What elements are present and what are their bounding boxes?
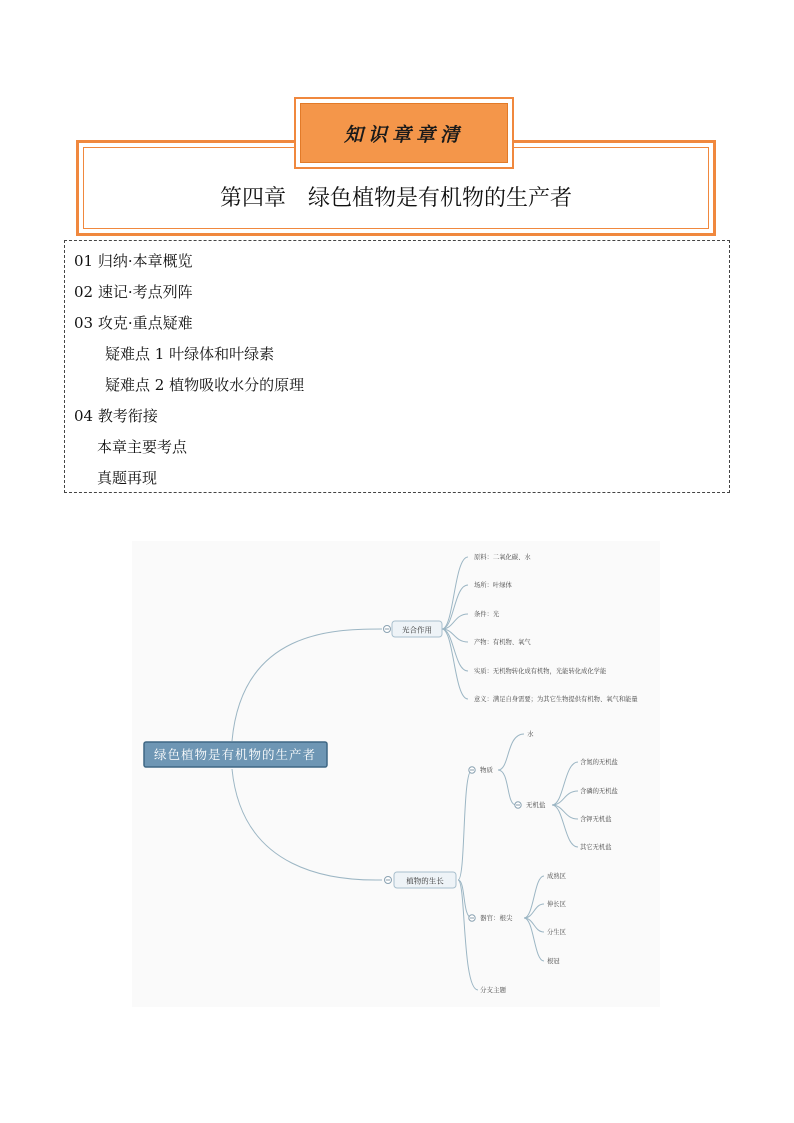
- leaf-node[interactable]: 产物：有机物、氧气: [474, 639, 531, 646]
- branch-label: 光合作用: [402, 625, 432, 635]
- toc-item[interactable]: 01 归纳·本章概览: [74, 252, 193, 270]
- mind-map-branch-photosynthesis[interactable]: [392, 621, 442, 637]
- mind-map-canvas: [132, 541, 660, 1007]
- node-branch-topic[interactable]: 分支主题: [480, 986, 506, 994]
- connector: [442, 629, 468, 671]
- connector: [458, 770, 472, 880]
- branch-label: 植物的生长: [406, 876, 444, 886]
- connector: [442, 557, 468, 629]
- leaf-node[interactable]: 含钾无机盐: [580, 816, 612, 823]
- connector: [498, 734, 524, 770]
- section-banner-fill: [300, 103, 508, 163]
- connector: [232, 769, 382, 880]
- connector: [458, 880, 478, 990]
- connector: [442, 629, 468, 699]
- leaf-node[interactable]: 伸长区: [547, 901, 566, 908]
- connector: [552, 805, 578, 847]
- chapter-title: 第四章 绿色植物是有机物的生产者: [219, 186, 572, 211]
- collapse-toggle[interactable]: [385, 877, 392, 884]
- mind-map-branch-plant-growth[interactable]: [394, 872, 456, 888]
- toc-item[interactable]: 02 速记·考点列阵: [74, 283, 193, 301]
- leaf-node[interactable]: 含磷的无机盐: [580, 788, 618, 795]
- leaf-node[interactable]: 成熟区: [547, 873, 566, 880]
- table-of-contents: [64, 240, 730, 493]
- collapse-toggle[interactable]: [469, 915, 475, 921]
- root-node-label: 绿色植物是有机物的生产者: [153, 747, 317, 762]
- leaf-node[interactable]: 条件：光: [474, 611, 500, 618]
- node-organ-root-tip[interactable]: 器官：根尖: [480, 914, 513, 922]
- mind-map-root-node[interactable]: [144, 742, 327, 767]
- leaf-node[interactable]: 实质：无机物转化成有机物，光能转化成化学能: [474, 668, 607, 675]
- connector: [232, 629, 382, 741]
- toc-subitem[interactable]: 真题再现: [97, 469, 158, 487]
- toc-subitem[interactable]: 疑难点 1 叶绿体和叶绿素: [105, 345, 275, 363]
- leaf-node[interactable]: 意义：满足自身需要；为其它生物提供有机物、氧气和能量: [474, 696, 638, 703]
- toc-item[interactable]: 04 教考衔接: [74, 407, 158, 425]
- leaf-node[interactable]: 原料：二氧化碳、水: [474, 554, 531, 561]
- section-banner: [294, 97, 514, 169]
- section-banner-label: 知识章章清: [343, 123, 464, 146]
- collapse-toggle[interactable]: [469, 767, 475, 773]
- collapse-toggle[interactable]: [515, 802, 521, 808]
- leaf-node[interactable]: 分生区: [547, 929, 566, 936]
- leaf-node[interactable]: 含氮的无机盐: [580, 759, 618, 766]
- toc-item[interactable]: 03 攻克·重点疑难: [74, 314, 193, 332]
- leaf-node[interactable]: 场所：叶绿体: [474, 582, 512, 589]
- leaf-node[interactable]: 根冠: [547, 958, 560, 965]
- connector: [552, 762, 578, 805]
- toc-subitem[interactable]: 本章主要考点: [97, 438, 188, 456]
- node-substance[interactable]: 物质: [480, 766, 493, 774]
- mind-map: [132, 541, 660, 1007]
- node-inorganic-salt[interactable]: 无机盐: [526, 801, 546, 809]
- collapse-toggle[interactable]: [384, 626, 391, 633]
- toc-subitem[interactable]: 疑难点 2 植物吸收水分的原理: [105, 376, 305, 394]
- leaf-node[interactable]: 其它无机盐: [580, 844, 612, 851]
- node-water[interactable]: 水: [527, 730, 534, 738]
- connector: [498, 770, 516, 805]
